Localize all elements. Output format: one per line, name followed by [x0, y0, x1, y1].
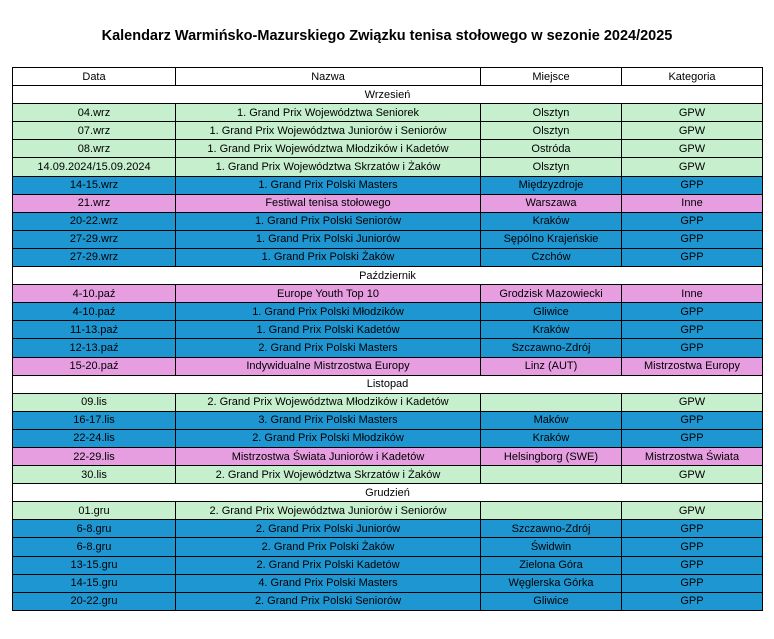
cell-date: 6-8.gru [13, 538, 176, 556]
cell-date: 11-13.paź [13, 321, 176, 339]
table-row [13, 104, 763, 122]
table-row [13, 556, 763, 574]
cell-category: GPW [622, 466, 763, 484]
cell-date: 09.lis [13, 393, 176, 411]
table-row [13, 140, 763, 158]
cell-date: 21.wrz [13, 194, 176, 212]
cell-place: Maków [481, 411, 622, 429]
cell-date: 14-15.gru [13, 574, 176, 592]
cell-place: Kraków [481, 321, 622, 339]
calendar-table [12, 67, 763, 611]
cell-date: 4-10.paź [13, 303, 176, 321]
cell-date: 07.wrz [13, 122, 176, 140]
cell-place: Świdwin [481, 538, 622, 556]
cell-date: 14.09.2024/15.09.2024 [13, 158, 176, 176]
table-row [13, 321, 763, 339]
cell-category: GPP [622, 592, 763, 610]
cell-place: Gliwice [481, 303, 622, 321]
cell-category: GPW [622, 158, 763, 176]
cell-name: 2. Grand Prix Polski Kadetów [176, 556, 481, 574]
cell-category: GPP [622, 429, 763, 447]
cell-name: Europe Youth Top 10 [176, 285, 481, 303]
column-header-name: Nazwa [176, 68, 481, 86]
cell-place: Szczawno-Zdrój [481, 339, 622, 357]
cell-place: Warszawa [481, 194, 622, 212]
table-row [13, 176, 763, 194]
cell-name: 3. Grand Prix Polski Masters [176, 411, 481, 429]
cell-place: Szczawno-Zdrój [481, 520, 622, 538]
cell-category: GPP [622, 339, 763, 357]
cell-category: GPP [622, 303, 763, 321]
cell-category: GPW [622, 502, 763, 520]
cell-place [481, 502, 622, 520]
table-row [13, 429, 763, 447]
cell-name: Indywidualne Mistrzostwa Europy [176, 357, 481, 375]
table-row [13, 466, 763, 484]
table-row [13, 248, 763, 266]
cell-date: 04.wrz [13, 104, 176, 122]
table-row [13, 574, 763, 592]
cell-place: Zielona Góra [481, 556, 622, 574]
table-row [13, 303, 763, 321]
cell-category: GPP [622, 411, 763, 429]
cell-category: GPP [622, 248, 763, 266]
cell-category: Mistrzostwa Europy [622, 357, 763, 375]
cell-category: GPW [622, 393, 763, 411]
cell-place: Ostróda [481, 140, 622, 158]
cell-name: 1. Grand Prix Polski Żaków [176, 248, 481, 266]
cell-category: GPP [622, 538, 763, 556]
cell-date: 08.wrz [13, 140, 176, 158]
table-body [13, 86, 763, 611]
month-row [13, 267, 763, 285]
cell-date: 27-29.wrz [13, 248, 176, 266]
cell-date: 6-8.gru [13, 520, 176, 538]
cell-name: 2. Grand Prix Polski Seniorów [176, 592, 481, 610]
column-header-date: Data [13, 68, 176, 86]
table-row [13, 212, 763, 230]
table-row [13, 411, 763, 429]
table-row [13, 285, 763, 303]
cell-category: GPP [622, 230, 763, 248]
cell-name: 2. Grand Prix Województwa Juniorów i Seniorów [176, 502, 481, 520]
cell-place: Olsztyn [481, 158, 622, 176]
cell-place: Olsztyn [481, 104, 622, 122]
cell-category: Mistrzostwa Świata [622, 447, 763, 465]
cell-name: 2. Grand Prix Województwa Młodzików i Kadetów [176, 393, 481, 411]
month-label: Październik [13, 267, 763, 285]
cell-category: GPP [622, 556, 763, 574]
cell-name: Festiwal tenisa stołowego [176, 194, 481, 212]
cell-date: 20-22.gru [13, 592, 176, 610]
cell-date: 4-10.paź [13, 285, 176, 303]
cell-category: GPP [622, 574, 763, 592]
cell-date: 01.gru [13, 502, 176, 520]
table-row [13, 122, 763, 140]
cell-name: 2. Grand Prix Polski Juniorów [176, 520, 481, 538]
cell-category: GPP [622, 321, 763, 339]
table-row [13, 502, 763, 520]
table-row [13, 538, 763, 556]
cell-place: Gliwice [481, 592, 622, 610]
cell-place: Węglerska Górka [481, 574, 622, 592]
month-row [13, 86, 763, 104]
cell-date: 27-29.wrz [13, 230, 176, 248]
cell-place [481, 393, 622, 411]
cell-name: 1. Grand Prix Województwa Juniorów i Seniorów [176, 122, 481, 140]
cell-place: Sępólno Krajeńskie [481, 230, 622, 248]
table-row [13, 339, 763, 357]
cell-date: 20-22.wrz [13, 212, 176, 230]
cell-category: GPP [622, 176, 763, 194]
cell-date: 13-15.gru [13, 556, 176, 574]
cell-name: 2. Grand Prix Województwa Skrzatów i Żaków [176, 466, 481, 484]
table-row [13, 230, 763, 248]
table-row [13, 194, 763, 212]
cell-name: 2. Grand Prix Polski Masters [176, 339, 481, 357]
cell-date: 22-24.lis [13, 429, 176, 447]
cell-name: 1. Grand Prix Województwa Seniorek [176, 104, 481, 122]
table-header-row [13, 68, 763, 86]
cell-name: 1. Grand Prix Polski Młodzików [176, 303, 481, 321]
cell-category: Inne [622, 285, 763, 303]
table-row [13, 158, 763, 176]
column-header-place: Miejsce [481, 68, 622, 86]
cell-place: Linz (AUT) [481, 357, 622, 375]
cell-place: Czchów [481, 248, 622, 266]
cell-place: Kraków [481, 429, 622, 447]
table-row [13, 393, 763, 411]
cell-category: GPP [622, 520, 763, 538]
cell-name: 1. Grand Prix Polski Masters [176, 176, 481, 194]
cell-date: 16-17.lis [13, 411, 176, 429]
cell-name: 1. Grand Prix Województwa Skrzatów i Żaków [176, 158, 481, 176]
page-title: Kalendarz Warmińsko-Mazurskiego Związku tenisa stołowego w sezonie 2024/2025 [101, 28, 673, 44]
cell-name: 1. Grand Prix Województwa Młodzików i Kadetów [176, 140, 481, 158]
cell-date: 15-20.paź [13, 357, 176, 375]
cell-date: 12-13.paź [13, 339, 176, 357]
cell-name: 4. Grand Prix Polski Masters [176, 574, 481, 592]
cell-name: 1. Grand Prix Polski Juniorów [176, 230, 481, 248]
cell-date: 14-15.wrz [13, 176, 176, 194]
cell-date: 22-29.lis [13, 447, 176, 465]
cell-category: GPW [622, 122, 763, 140]
cell-place: Międzyzdroje [481, 176, 622, 194]
table-row [13, 447, 763, 465]
cell-place: Helsingborg (SWE) [481, 447, 622, 465]
cell-name: 1. Grand Prix Polski Kadetów [176, 321, 481, 339]
cell-category: GPW [622, 140, 763, 158]
table-row [13, 520, 763, 538]
month-row [13, 375, 763, 393]
cell-category: GPW [622, 104, 763, 122]
table-row [13, 592, 763, 610]
cell-place: Grodzisk Mazowiecki [481, 285, 622, 303]
cell-place: Kraków [481, 212, 622, 230]
month-label: Grudzień [13, 484, 763, 502]
table-row [13, 357, 763, 375]
cell-name: 1. Grand Prix Polski Seniorów [176, 212, 481, 230]
cell-place: Olsztyn [481, 122, 622, 140]
column-header-category: Kategoria [622, 68, 763, 86]
cell-category: Inne [622, 194, 763, 212]
month-label: Wrzesień [13, 86, 763, 104]
cell-category: GPP [622, 212, 763, 230]
cell-date: 30.lis [13, 466, 176, 484]
month-row [13, 484, 763, 502]
cell-name: Mistrzostwa Świata Juniorów i Kadetów [176, 447, 481, 465]
cell-place [481, 466, 622, 484]
cell-name: 2. Grand Prix Polski Żaków [176, 538, 481, 556]
cell-name: 2. Grand Prix Polski Młodzików [176, 429, 481, 447]
month-label: Listopad [13, 375, 763, 393]
